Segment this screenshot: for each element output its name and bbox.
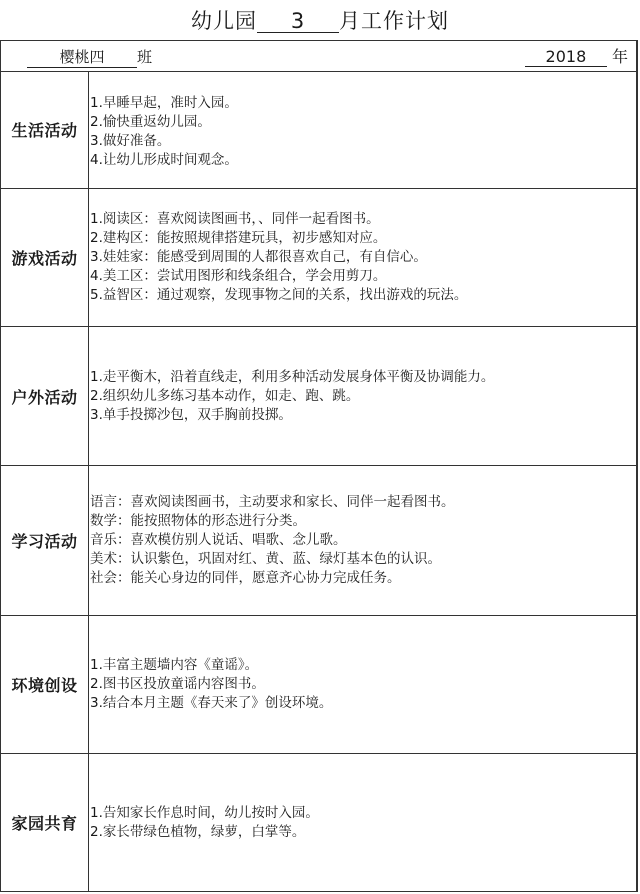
content-line: 1.阅读区：喜欢阅读图画书，、同伴一起看图书。 bbox=[90, 211, 380, 227]
section-content bbox=[90, 189, 632, 326]
section-row-environment bbox=[1, 616, 636, 754]
section-row-outdoor bbox=[1, 327, 636, 466]
content-line: 5.益智区：通过观察，发现事物之间的关系，找出游戏的玩法。 bbox=[90, 287, 468, 303]
section-row-play bbox=[1, 189, 636, 327]
year-field bbox=[525, 44, 628, 67]
title-suffix: 月工作计划 bbox=[339, 9, 449, 33]
content-line: 2.建构区：能按照规律搭建玩具，初步感知对应。 bbox=[90, 230, 387, 246]
section-row-home bbox=[1, 754, 636, 891]
section-content bbox=[90, 71, 632, 188]
content-line: 4.让幼儿形成时间观念。 bbox=[90, 152, 238, 168]
section-label: 游戏活动 bbox=[1, 189, 89, 326]
section-label: 学习活动 bbox=[1, 466, 89, 615]
content-line: 1.告知家长作息时间，幼儿按时入园。 bbox=[90, 804, 319, 821]
content-line: 3.单手投掷沙包，双手胸前投掷。 bbox=[90, 406, 292, 423]
year-value: 2018 bbox=[525, 47, 607, 67]
year-suffix: 年 bbox=[611, 47, 628, 66]
content-line: 语言：喜欢阅读图画书，主动要求和家长、同伴一起看图书。 bbox=[90, 494, 455, 510]
content-line: 2.组织幼儿多练习基本动作，如走、跑、跳。 bbox=[90, 387, 360, 404]
class-suffix: 班 bbox=[137, 48, 153, 66]
class-field bbox=[27, 46, 152, 68]
class-name: 樱桃四 bbox=[27, 46, 137, 68]
meta-row bbox=[1, 41, 636, 72]
content-line: 1.早睡早起，准时入园。 bbox=[90, 95, 238, 111]
title-prefix: 幼儿园 bbox=[191, 9, 257, 33]
content-line: 2.愉快重返幼儿园。 bbox=[90, 114, 211, 130]
page-title bbox=[0, 4, 640, 38]
section-content bbox=[90, 327, 632, 465]
content-line: 3.结合本月主题《春天来了》创设环境。 bbox=[90, 695, 333, 711]
section-label: 家园共育 bbox=[1, 754, 89, 891]
content-line: 社会：能关心身边的同伴，愿意齐心协力完成任务。 bbox=[90, 570, 401, 586]
section-label: 生活活动 bbox=[1, 71, 89, 188]
section-content bbox=[90, 754, 632, 891]
plan-table bbox=[0, 40, 638, 892]
content-line: 音乐：喜欢模仿别人说话、唱歌、念儿歌。 bbox=[90, 532, 347, 548]
content-line: 2.图书区投放童谣内容图书。 bbox=[90, 676, 265, 692]
section-row-study bbox=[1, 466, 636, 616]
content-line: 1.走平衡木，沿着直线走，利用多种活动发展身体平衡及协调能力。 bbox=[90, 368, 495, 385]
section-content bbox=[90, 616, 632, 753]
content-line: 2.家长带绿色植物，绿萝，白掌等。 bbox=[90, 823, 306, 840]
section-content bbox=[90, 466, 632, 615]
section-label: 环境创设 bbox=[1, 616, 89, 753]
title-month: 3 bbox=[257, 10, 339, 33]
content-line: 1.丰富主题墙内容《童谣》。 bbox=[90, 657, 259, 673]
content-line: 美术：认识紫色，巩固对红、黄、蓝、绿灯基本色的认识。 bbox=[90, 551, 441, 567]
section-label: 户外活动 bbox=[1, 327, 89, 465]
content-line: 4.美工区：尝试用图形和线条组合，学会用剪刀。 bbox=[90, 268, 387, 284]
section-row-life bbox=[1, 71, 636, 189]
content-line: 数学：能按照物体的形态进行分类。 bbox=[90, 513, 306, 529]
content-line: 3.娃娃家：能感受到周围的人都很喜欢自己，有自信心。 bbox=[90, 249, 427, 265]
content-line: 3.做好准备。 bbox=[90, 133, 171, 149]
